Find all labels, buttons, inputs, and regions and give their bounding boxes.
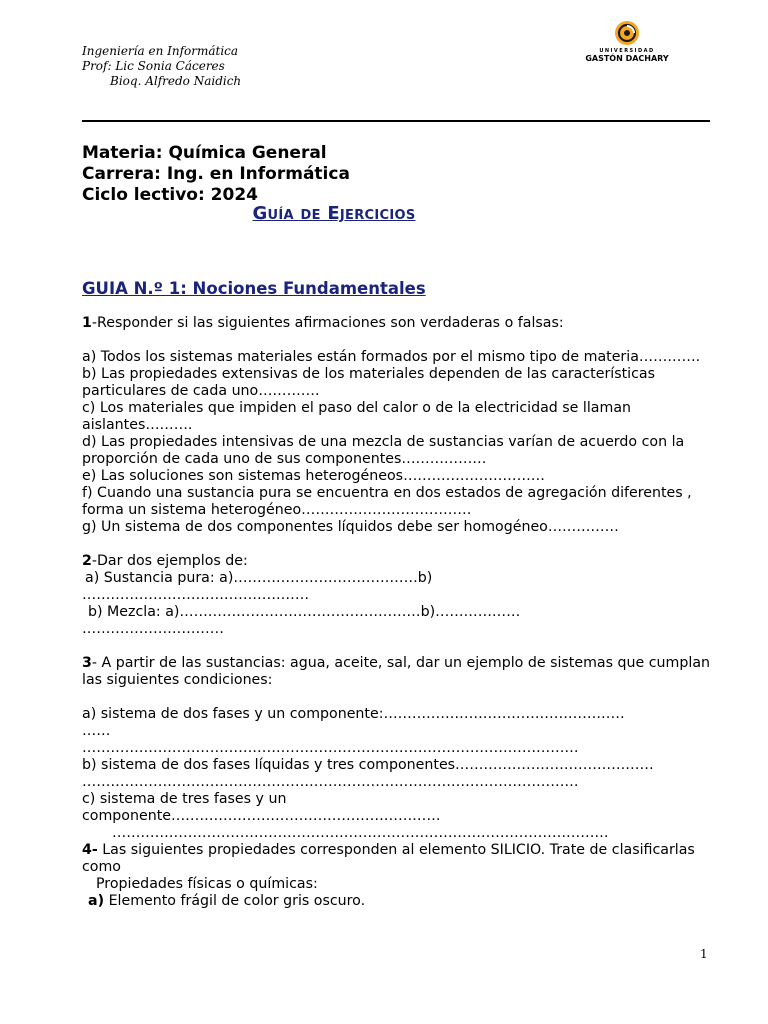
exercise-number: 1 xyxy=(82,315,92,331)
university-emblem-icon xyxy=(614,20,640,46)
list-item: a) Todos los sistemas materiales están formados por el mismo tipo de materia…………. xyxy=(82,349,701,365)
page-title: Guía de Ejercicios xyxy=(252,203,416,224)
exercise-subtitle: Propiedades físicas o químicas: xyxy=(96,876,318,892)
list-item: b) Las propiedades extensivas de los materiales dependen de las características particulares de cada uno…………. xyxy=(82,366,656,399)
logo-text-university: UNIVERSIDAD xyxy=(599,48,655,54)
list-item: a) sistema de dos fases y un componente:…………………………………………… xyxy=(82,706,625,722)
answer-line: …………………………………………………………………………………………… xyxy=(112,825,609,841)
list-item: f) Cuando una sustancia pura se encuentra en dos estados de agregación diferentes , forma un sistema heterogéneo……………………………… xyxy=(82,485,692,518)
exercise-text: -Responder si las siguientes afirmaciones son verdaderas o falsas: xyxy=(91,315,564,331)
exercise-4-prompt xyxy=(82,842,712,876)
list-item: b) Mezcla: a)……………………………………………b)……………… xyxy=(88,604,521,620)
course-year: Ciclo lectivo: 2024 xyxy=(82,185,258,205)
list-item: a) Sustancia pura: a)…………………………………b) xyxy=(85,570,433,586)
exercise-number: 3 xyxy=(82,655,92,671)
list-item: g) Un sistema de dos componentes líquidos debe ser homogéneo…………… xyxy=(82,519,619,535)
answer-line: …………………………………………………………………………………………… xyxy=(82,774,579,790)
answer-line: ………………………………………… xyxy=(82,587,309,603)
list-item: componente………………………………………………… xyxy=(82,808,441,824)
logo-text-name: GASTÓN DACHARY xyxy=(585,54,669,63)
section-title: GUIA N.º 1: Nociones Fundamentales xyxy=(82,279,426,298)
university-logo xyxy=(580,20,674,64)
header-career: Ingeniería en Informática xyxy=(82,44,239,58)
list-item: b) sistema de dos fases líquidas y tres componentes…………………………………… xyxy=(82,757,654,773)
page-number: 1 xyxy=(700,947,708,961)
header-professor: Prof: Lic Sonia Cáceres xyxy=(82,59,225,73)
item-text: Elemento frágil de color gris oscuro. xyxy=(104,893,366,909)
course-info xyxy=(82,143,350,206)
list-item: e) Las soluciones son sistemas heterogéneos………………………… xyxy=(82,468,545,484)
answer-line: ………………………… xyxy=(82,621,224,637)
answer-line: …… xyxy=(82,723,111,739)
list-item xyxy=(82,893,712,910)
exercise-2-prompt xyxy=(82,553,712,570)
answer-line: …………………………………………………………………………………………… xyxy=(82,740,579,756)
exercise-text: - A partir de las sustancias: agua, aceite, sal, dar un ejemplo de sistemas que cumplan las siguientes condiciones: xyxy=(82,655,711,688)
exercise-1-prompt xyxy=(82,315,712,332)
document-header xyxy=(82,44,241,89)
list-item: d) Las propiedades intensivas de una mezcla de sustancias varían de acuerdo con la proporción de cada uno de sus componentes……………… xyxy=(82,434,685,467)
list-item: c) sistema de tres fases y un xyxy=(82,791,287,807)
exercise-number: 4- xyxy=(82,842,98,858)
item-label: a) xyxy=(88,893,105,909)
header-divider xyxy=(82,120,710,122)
course-subject: Materia: Química General xyxy=(82,143,327,163)
exercise-content xyxy=(82,280,712,910)
exercise-number: 2 xyxy=(82,553,92,569)
exercise-3-prompt xyxy=(82,655,712,689)
exercise-text: -Dar dos ejemplos de: xyxy=(91,553,248,569)
header-professor-2: Bioq. Alfredo Naidich xyxy=(110,74,242,88)
course-career: Carrera: Ing. en Informática xyxy=(82,164,350,184)
list-item: c) Los materiales que impiden el paso del calor o de la electricidad se llaman aislantes………. xyxy=(82,400,632,433)
exercise-text: Las siguientes propiedades corresponden al elemento SILICIO. Trate de clasificarlas como xyxy=(82,842,695,875)
